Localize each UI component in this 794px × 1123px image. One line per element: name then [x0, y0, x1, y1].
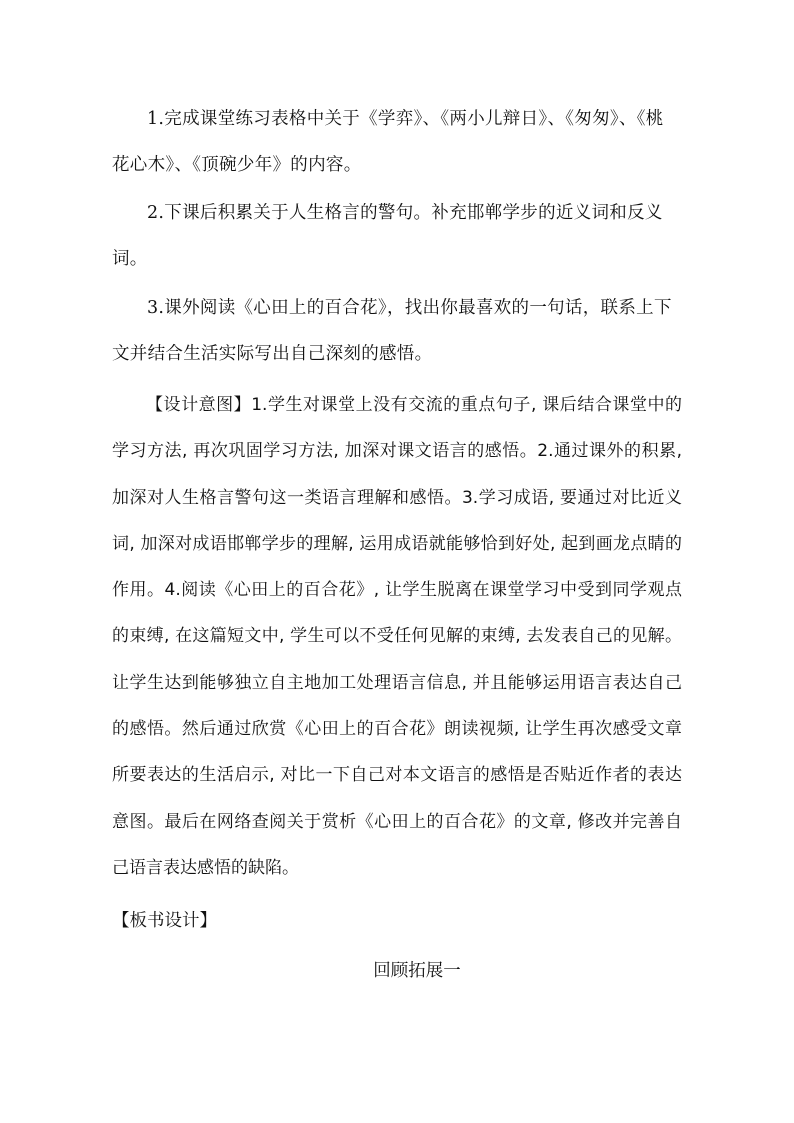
homework-item-1: 1.完成课堂练习表格中关于《学弈》、《两小儿辩日》、《匆匆》、《桃花心木》、《顶碗少年》的内容。 [112, 109, 664, 175]
design-intent-label: 【设计意图】 [146, 395, 252, 415]
design-intent-text: 1.学生对课堂上没有交流的重点句子, 课后结合课堂中的学习方法, 再次巩固学习方法, 加深对课文语言的感悟。2.通过课外的积累, 加深对人生格言警句这一类语言理解和感悟。3.学习成语, 要通过对比近义词, 加深对成语邯郸学步的理解, 运用成语就能够恰到好处, 起到画龙点睛的作用。4.阅读《心田上的百合花》, 让学生脱离在课堂学习中受到同学观点的束缚, 在这篇短文中, 学生可以不受任何见解的束缚, 去发表自己的见解。让学生达到能够独立自主地加工处理语言信息, 并且能够运用语言表达自己的感悟。然后通过欣赏《心田上的百合花》朗读视频, 让学生再次感受文章所要表达的生活启示, 对比一下自己对本文语言的感悟是否贴近作者的表达意图。最后在网络查阅关于赏析《心田上的百合花》的文章, 修改并完善自己语言表达感悟的缺陷。 [112, 395, 683, 878]
homework-item-3: 3.课外阅读《心田上的百合花》，找出你最喜欢的一句话，联系上下文并结合生活实际写出自己深刻的感悟。 [112, 298, 672, 364]
homework-item-2: 2.下课后积累关于人生格言的警句。补充邯郸学步的近义词和反义词。 [112, 203, 663, 269]
design-intent-paragraph [112, 382, 682, 891]
board-design-heading: 【板书设计】 [112, 911, 217, 931]
board-title: 回顾拓展一 [373, 961, 461, 981]
